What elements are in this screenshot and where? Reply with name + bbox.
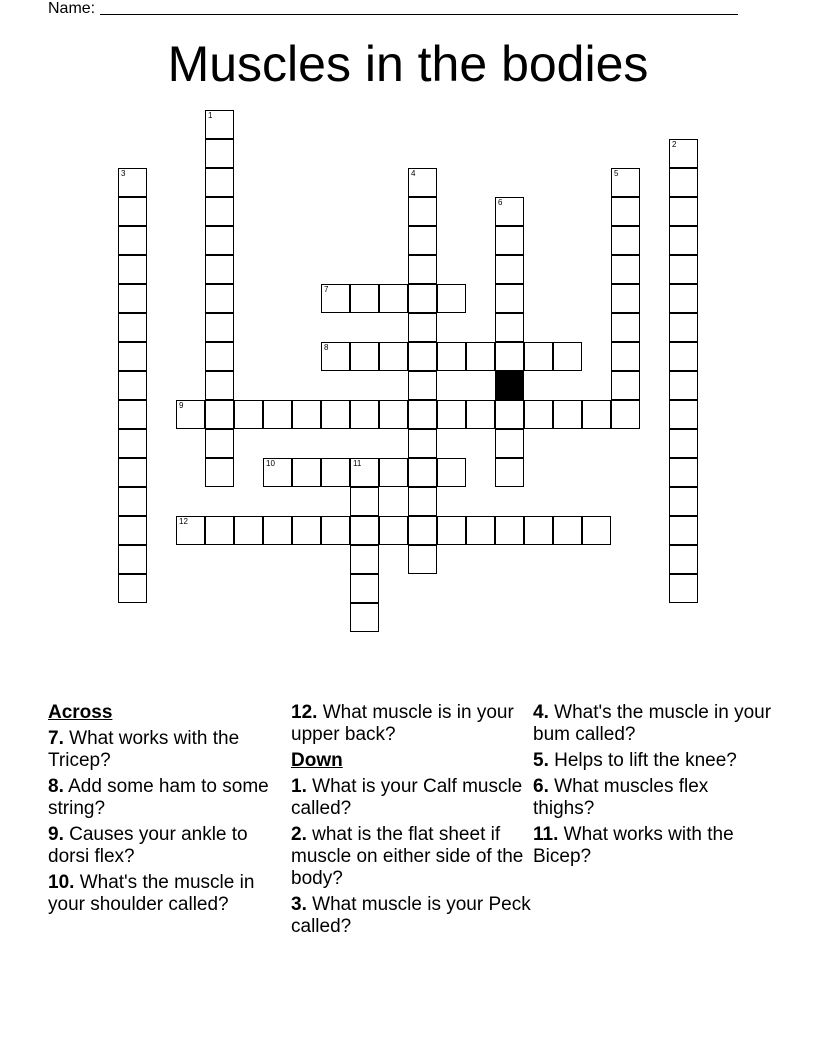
grid-cell[interactable] bbox=[495, 342, 524, 371]
clue-number: 9 bbox=[179, 401, 184, 410]
grid-cell[interactable] bbox=[524, 400, 553, 429]
grid-cell[interactable] bbox=[118, 313, 147, 342]
clue-item bbox=[533, 824, 773, 868]
grid-cell[interactable] bbox=[408, 516, 437, 545]
grid-cell[interactable] bbox=[437, 458, 466, 487]
grid-cell[interactable] bbox=[408, 342, 437, 371]
grid-cell[interactable] bbox=[350, 545, 379, 574]
grid-cell[interactable] bbox=[669, 400, 698, 429]
clue-item-text: Causes your ankle to dorsi flex? bbox=[48, 824, 248, 867]
grid-cell[interactable] bbox=[263, 400, 292, 429]
grid-cell[interactable] bbox=[292, 400, 321, 429]
grid-cell[interactable] bbox=[611, 226, 640, 255]
clue-number: 1 bbox=[208, 111, 213, 120]
grid-cell[interactable] bbox=[495, 400, 524, 429]
grid-cell[interactable] bbox=[669, 313, 698, 342]
grid-cell[interactable] bbox=[118, 197, 147, 226]
grid-cell[interactable] bbox=[379, 458, 408, 487]
clue-item-number: 11. bbox=[533, 824, 559, 845]
grid-cell[interactable] bbox=[118, 255, 147, 284]
clue-section-heading: Across bbox=[48, 702, 113, 723]
grid-cell[interactable] bbox=[669, 516, 698, 545]
grid-cell[interactable] bbox=[176, 516, 205, 545]
grid-cell[interactable] bbox=[437, 342, 466, 371]
grid-cell[interactable] bbox=[292, 458, 321, 487]
grid-cell[interactable] bbox=[495, 226, 524, 255]
grid-cell[interactable] bbox=[408, 255, 437, 284]
grid-cell[interactable] bbox=[118, 516, 147, 545]
clue-item-number: 12. bbox=[291, 702, 318, 723]
clue-number: 4 bbox=[411, 169, 416, 178]
grid-cell[interactable] bbox=[669, 342, 698, 371]
grid-cell[interactable] bbox=[379, 284, 408, 313]
grid-cell[interactable] bbox=[408, 197, 437, 226]
grid-cell[interactable] bbox=[321, 400, 350, 429]
grid-cell[interactable] bbox=[495, 429, 524, 458]
grid-cell[interactable] bbox=[350, 342, 379, 371]
grid-cell[interactable] bbox=[118, 574, 147, 603]
clue-number: 5 bbox=[614, 169, 619, 178]
grid-cell[interactable] bbox=[495, 255, 524, 284]
clue-number: 10 bbox=[266, 459, 275, 468]
grid-cell[interactable] bbox=[408, 226, 437, 255]
clue-item bbox=[48, 776, 278, 820]
grid-cell[interactable] bbox=[292, 516, 321, 545]
grid-cell[interactable] bbox=[205, 255, 234, 284]
clue-item-text: What muscles flex thighs? bbox=[533, 776, 709, 819]
grid-cell[interactable] bbox=[205, 197, 234, 226]
grid-cell[interactable] bbox=[495, 516, 524, 545]
grid-cell[interactable] bbox=[408, 458, 437, 487]
grid-cell[interactable] bbox=[408, 168, 437, 197]
grid-cell[interactable] bbox=[118, 400, 147, 429]
grid-cell[interactable] bbox=[408, 284, 437, 313]
grid-cell[interactable] bbox=[205, 371, 234, 400]
clues-column-2 bbox=[291, 702, 531, 942]
grid-cell[interactable] bbox=[408, 545, 437, 574]
clue-item-text: Helps to lift the knee? bbox=[548, 750, 737, 771]
grid-cell[interactable] bbox=[611, 400, 640, 429]
grid-cell[interactable] bbox=[582, 516, 611, 545]
grid-cell[interactable] bbox=[669, 197, 698, 226]
clue-item-text: Add some ham to some string? bbox=[48, 776, 269, 819]
grid-cell[interactable] bbox=[669, 458, 698, 487]
grid-cell[interactable] bbox=[205, 342, 234, 371]
grid-cell[interactable] bbox=[379, 516, 408, 545]
grid-cell[interactable] bbox=[321, 342, 350, 371]
grid-cell[interactable] bbox=[611, 168, 640, 197]
clue-item bbox=[291, 824, 531, 890]
grid-cell[interactable] bbox=[669, 574, 698, 603]
clue-number: 8 bbox=[324, 343, 329, 352]
grid-cell[interactable] bbox=[205, 110, 234, 139]
grid-cell[interactable] bbox=[437, 400, 466, 429]
grid-cell[interactable] bbox=[350, 516, 379, 545]
grid-cell[interactable] bbox=[379, 342, 408, 371]
clue-item bbox=[48, 728, 278, 772]
grid-cell[interactable] bbox=[205, 458, 234, 487]
clue-item-number: 6. bbox=[533, 776, 549, 797]
grid-cell[interactable] bbox=[582, 400, 611, 429]
clue-number: 7 bbox=[324, 285, 329, 294]
grid-cell[interactable] bbox=[118, 284, 147, 313]
clue-item-number: 1. bbox=[291, 776, 307, 797]
clues-column-3 bbox=[533, 702, 773, 872]
grid-cell[interactable] bbox=[234, 516, 263, 545]
grid-cell[interactable] bbox=[553, 342, 582, 371]
page-title: Muscles in the bodies bbox=[167, 36, 649, 92]
grid-cell[interactable] bbox=[408, 313, 437, 342]
grid-cell[interactable] bbox=[611, 197, 640, 226]
grid-cell[interactable] bbox=[321, 284, 350, 313]
grid-cell[interactable] bbox=[611, 313, 640, 342]
clue-number: 3 bbox=[121, 169, 126, 178]
name-label: Name: bbox=[48, 0, 96, 17]
grid-cell[interactable] bbox=[321, 516, 350, 545]
grid-cell[interactable] bbox=[669, 139, 698, 168]
grid-cell[interactable] bbox=[611, 284, 640, 313]
grid-cell[interactable] bbox=[321, 458, 350, 487]
grid-cell[interactable] bbox=[118, 226, 147, 255]
grid-cell[interactable] bbox=[350, 487, 379, 516]
clue-number: 6 bbox=[498, 198, 503, 207]
grid-cell[interactable] bbox=[205, 516, 234, 545]
grid-cell[interactable] bbox=[669, 487, 698, 516]
grid-cell[interactable] bbox=[118, 429, 147, 458]
grid-cell[interactable] bbox=[350, 400, 379, 429]
grid-cell[interactable] bbox=[379, 400, 408, 429]
grid-cell[interactable] bbox=[350, 603, 379, 632]
grid-cell[interactable] bbox=[118, 487, 147, 516]
grid-cell[interactable] bbox=[205, 284, 234, 313]
grid-cell[interactable] bbox=[437, 284, 466, 313]
grid-cell[interactable] bbox=[205, 168, 234, 197]
clue-item bbox=[48, 872, 278, 916]
grid-cell[interactable] bbox=[669, 371, 698, 400]
grid-cell[interactable] bbox=[408, 371, 437, 400]
grid-cell[interactable] bbox=[495, 197, 524, 226]
clue-item-text: What's the muscle in your shoulder called? bbox=[48, 872, 255, 915]
clue-item bbox=[291, 776, 531, 820]
clue-item-number: 10. bbox=[48, 872, 75, 893]
clue-item-number: 5. bbox=[533, 750, 549, 771]
grid-cell[interactable] bbox=[263, 516, 292, 545]
clue-item bbox=[533, 702, 773, 746]
grid-cell[interactable] bbox=[118, 168, 147, 197]
clue-item-number: 7. bbox=[48, 728, 64, 749]
clue-item bbox=[533, 776, 773, 820]
clue-item-text: What is your Calf muscle called? bbox=[291, 776, 523, 819]
clue-number: 11 bbox=[353, 459, 362, 468]
clue-item-text: what is the flat sheet if muscle on either side of the body? bbox=[291, 824, 524, 889]
grid-cell[interactable] bbox=[669, 284, 698, 313]
clue-number: 12 bbox=[179, 517, 188, 526]
grid-cell[interactable] bbox=[205, 400, 234, 429]
grid-cell[interactable] bbox=[118, 342, 147, 371]
grid-cell[interactable] bbox=[205, 226, 234, 255]
grid-cell[interactable] bbox=[408, 487, 437, 516]
grid-cell[interactable] bbox=[205, 429, 234, 458]
clue-section-heading: Down bbox=[291, 750, 343, 771]
grid-cell[interactable] bbox=[669, 429, 698, 458]
grid-cell[interactable] bbox=[611, 255, 640, 284]
grid-cell[interactable] bbox=[350, 574, 379, 603]
grid-cell[interactable] bbox=[669, 255, 698, 284]
grid-cell[interactable] bbox=[611, 371, 640, 400]
grid-cell[interactable] bbox=[234, 400, 263, 429]
clue-item-number: 9. bbox=[48, 824, 64, 845]
clues-column-1 bbox=[48, 702, 278, 920]
grid-cell[interactable] bbox=[176, 400, 205, 429]
clue-item-text: What works with the Tricep? bbox=[48, 728, 240, 771]
clue-item-text: What muscle is in your upper back? bbox=[291, 702, 514, 745]
grid-cell[interactable] bbox=[524, 516, 553, 545]
clue-item-text: What's the muscle in your bum called? bbox=[533, 702, 772, 745]
clue-item-text: What muscle is your Peck called? bbox=[291, 894, 531, 937]
grid-cell[interactable] bbox=[118, 545, 147, 574]
clue-item bbox=[533, 750, 773, 772]
grid-cell[interactable] bbox=[466, 400, 495, 429]
clue-item-text: What works with the Bicep? bbox=[533, 824, 734, 867]
clue-item-number: 3. bbox=[291, 894, 307, 915]
grid-cell[interactable] bbox=[669, 226, 698, 255]
grid-cell[interactable] bbox=[205, 139, 234, 168]
grid-cell[interactable] bbox=[263, 458, 292, 487]
grid-cell[interactable] bbox=[495, 284, 524, 313]
grid-cell[interactable] bbox=[553, 516, 582, 545]
grid-cell[interactable] bbox=[408, 400, 437, 429]
grid-cell[interactable] bbox=[495, 458, 524, 487]
black-square bbox=[495, 371, 524, 400]
clue-number: 2 bbox=[672, 140, 677, 149]
clue-item bbox=[291, 702, 531, 746]
clue-item bbox=[291, 894, 531, 938]
clue-item-number: 8. bbox=[48, 776, 64, 797]
clue-item-number: 4. bbox=[533, 702, 549, 723]
grid-cell[interactable] bbox=[350, 284, 379, 313]
grid-cell[interactable] bbox=[118, 371, 147, 400]
grid-cell[interactable] bbox=[205, 313, 234, 342]
grid-cell[interactable] bbox=[669, 545, 698, 574]
grid-cell[interactable] bbox=[350, 458, 379, 487]
grid-cell[interactable] bbox=[408, 429, 437, 458]
grid-cell[interactable] bbox=[437, 516, 466, 545]
clue-item-number: 2. bbox=[291, 824, 307, 845]
grid-cell[interactable] bbox=[118, 458, 147, 487]
grid-cell[interactable] bbox=[669, 168, 698, 197]
grid-cell[interactable] bbox=[524, 342, 553, 371]
grid-cell[interactable] bbox=[611, 342, 640, 371]
grid-cell[interactable] bbox=[495, 313, 524, 342]
grid-cell[interactable] bbox=[553, 400, 582, 429]
grid-cell[interactable] bbox=[466, 516, 495, 545]
clue-item bbox=[48, 824, 278, 868]
grid-cell[interactable] bbox=[466, 342, 495, 371]
